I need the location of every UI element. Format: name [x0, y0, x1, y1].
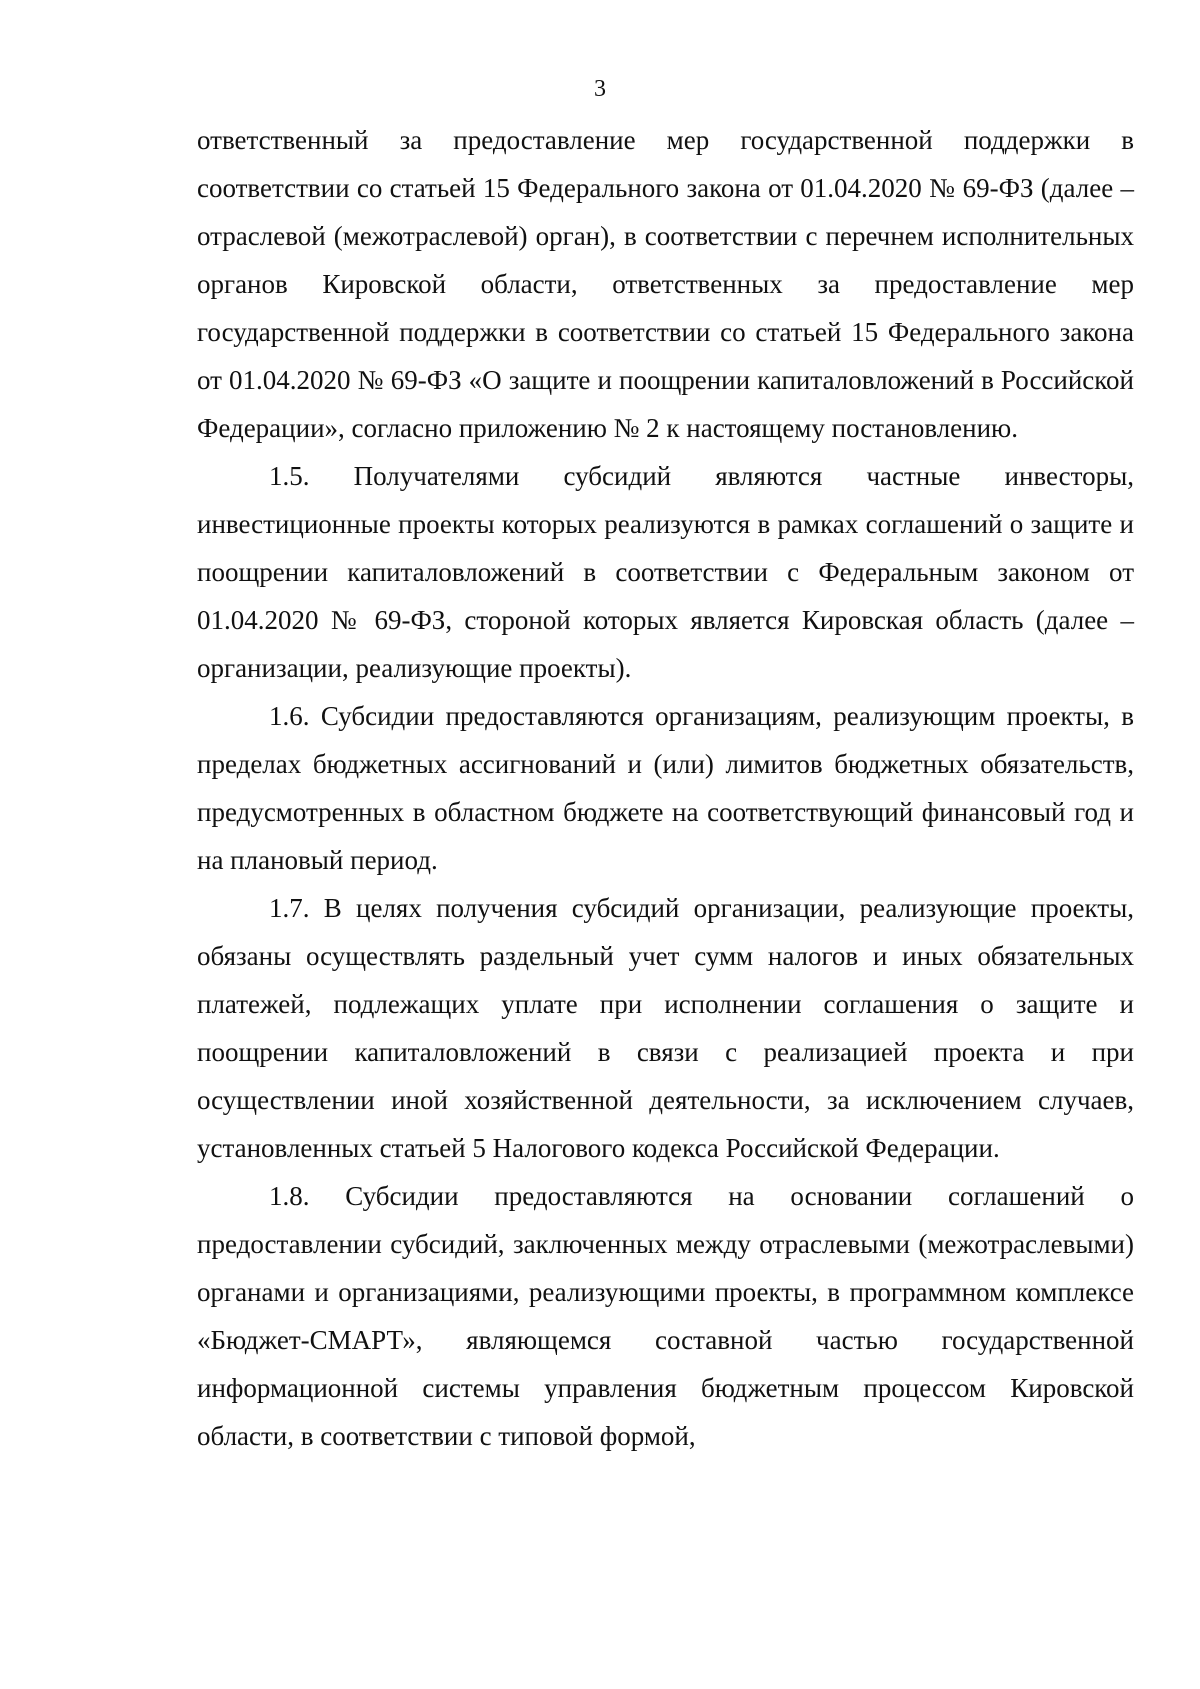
paragraph-1-8: 1.8. Субсидии предоставляются на основании соглашений о предоставлении субсидий, заключенных между отраслевыми (межотраслевыми) органами и организациями, реализующими проекты, в программном комплексе «Бюджет-СМАРТ», являющемся составной частью государственной информационной системы управления бюджетным процессом Кировской области, в соответствии с типовой формой, — [197, 1181, 1134, 1451]
page-number: 3 — [594, 76, 606, 102]
document-body — [197, 116, 1134, 1460]
paragraph-continuation: ответственный за предоставление мер государственной поддержки в соответствии со статьей 15 Федерального закона от 01.04.2020 № 69-ФЗ (далее – отраслевой (межотраслевой) орган), в соответствии с перечнем исполнительных органов Кировской области, ответственных за предоставление мер государственной поддержки в соответствии со статьей 15 Федерального закона от 01.04.2020 № 69-ФЗ «О защите и поощрении капиталовложений в Российской Федерации», согласно приложению № 2 к настоящему постановлению. — [197, 125, 1134, 443]
paragraph-1-6: 1.6. Субсидии предоставляются организациям, реализующим проекты, в пределах бюджетных ассигнований и (или) лимитов бюджетных обязательств, предусмотренных в областном бюджете на соответствующий финансовый год и на плановый период. — [197, 701, 1134, 875]
paragraph-1-5: 1.5. Получателями субсидий являются частные инвесторы, инвестиционные проекты которых реализуются в рамках соглашений о защите и поощрении капиталовложений в соответствии с Федеральным законом от 01.04.2020 № 69-ФЗ, стороной которых является Кировская область (далее – организации, реализующие проекты). — [197, 461, 1134, 683]
paragraph-1-7: 1.7. В целях получения субсидий организации, реализующие проекты, обязаны осуществлять раздельный учет сумм налогов и иных обязательных платежей, подлежащих уплате при исполнении соглашения о защите и поощрении капиталовложений в связи с реализацией проекта и при осуществлении иной хозяйственной деятельности, за исключением случаев, установленных статьей 5 Налогового кодекса Российской Федерации. — [197, 893, 1134, 1163]
